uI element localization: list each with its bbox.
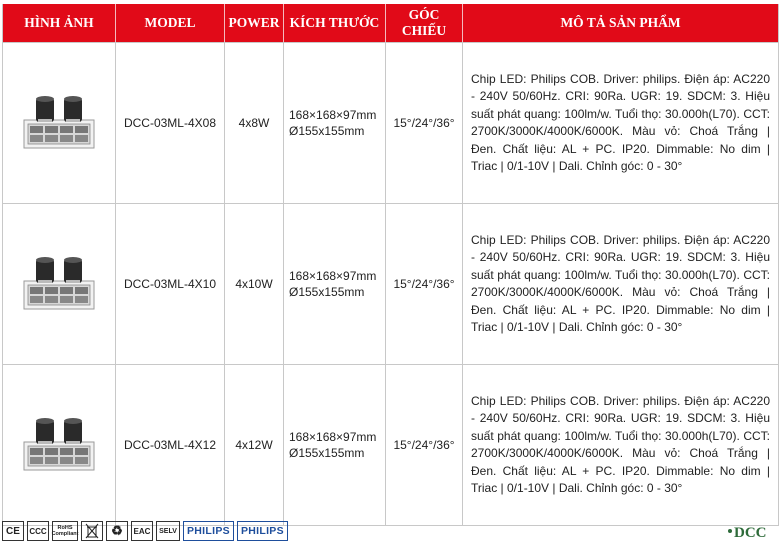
- philips-logo: PHILIPS: [237, 521, 288, 541]
- product-table: [2, 4, 779, 526]
- table-row: [3, 42, 778, 203]
- power-cell: 4x10W: [225, 204, 284, 364]
- size-cutout: Ø155x155mm: [289, 124, 365, 138]
- dcc-brand-logo: [727, 520, 773, 542]
- header-image: HÌNH ẢNH: [3, 4, 116, 42]
- table-row: [3, 364, 778, 525]
- angle-cell: 15°/24°/36°: [386, 365, 463, 525]
- model-cell: DCC-03ML-4X08: [116, 43, 225, 203]
- philips-logo: PHILIPS: [183, 521, 234, 541]
- angle-cell: 15°/24°/36°: [386, 43, 463, 203]
- ce-mark-icon: CE: [2, 521, 24, 541]
- description-cell: [463, 43, 778, 203]
- certification-footer: [2, 520, 779, 542]
- size-dimensions: 168×168×97mm: [289, 268, 377, 283]
- size-cutout: Ø155x155mm: [289, 285, 365, 299]
- size-dimensions: 168×168×97mm: [289, 107, 377, 122]
- table-header: [3, 4, 778, 42]
- weee-bin-icon: [81, 521, 103, 541]
- recycle-icon: ♻: [106, 521, 128, 541]
- angle-cell: 15°/24°/36°: [386, 204, 463, 364]
- table-row: [3, 203, 778, 364]
- header-angle: GÓC CHIẾU: [386, 4, 463, 42]
- header-size: KÍCH THƯỚC: [284, 4, 386, 42]
- model-cell: DCC-03ML-4X12: [116, 365, 225, 525]
- size-dimensions: 168×168×97mm: [289, 429, 377, 444]
- header-power: POWER: [225, 4, 284, 42]
- description-cell: [463, 204, 778, 364]
- description-text: Chip LED: Philips COB. Driver: philips. Điện áp: AC220 - 240V 50/60Hz. CRI: 90Ra. UGR: 19. SDCM: 3. Hiệu suất phát quang: 100lm/w. Tuổi thọ: 30.000h(L70). CCT: 2700K/3000K/4000K/6000K. Màu vỏ: Choá Trắng | Đen. Chất liệu: AL + PC. IP20. Dimmable: No dim | Triac | 0/1-10V | Dali. Chỉnh góc: 0 - 30°: [471, 232, 770, 334]
- size-cell: [284, 43, 386, 203]
- header-description: MÔ TẢ SẢN PHẨM: [560, 14, 681, 30]
- selv-mark-icon: SELV: [156, 521, 180, 541]
- size-cutout: Ø155x155mm: [289, 446, 365, 460]
- product-image: [22, 414, 96, 476]
- product-image-cell: [3, 43, 116, 203]
- size-cell: [284, 365, 386, 525]
- size-cell: [284, 204, 386, 364]
- eac-mark-icon: EAC: [131, 521, 153, 541]
- model-cell: DCC-03ML-4X10: [116, 204, 225, 364]
- brand-text: DCC: [734, 525, 767, 541]
- rohs-mark-icon: RoHS Compliant: [52, 521, 78, 541]
- power-cell: 4x12W: [225, 365, 284, 525]
- description-text: Chip LED: Philips COB. Driver: philips. Điện áp: AC220 - 240V 50/60Hz. CRI: 90Ra. UGR: 19. SDCM: 3. Hiệu suất phát quang: 100lm/w. Tuổi thọ: 30.000h(L70). CCT: 2700K/3000K/4000K/6000K. Màu vỏ: Choá Trắng | Đen. Chất liệu: AL + PC. IP20. Dimmable: No dim | Triac | 0/1-10V | Dali. Chỉnh góc: 0 - 30°: [471, 393, 770, 495]
- description-cell: [463, 365, 778, 525]
- ccc-mark-icon: CCC: [27, 521, 49, 541]
- description-text: Chip LED: Philips COB. Driver: philips. Điện áp: AC220 - 240V 50/60Hz. CRI: 90Ra. UGR: 19. SDCM: 3. Hiệu suất phát quang: 100lm/w. Tuổi thọ: 30.000h(L70). CCT: 2700K/3000K/4000K/6000K. Màu vỏ: Choá Trắng | Đen. Chất liệu: AL + PC. IP20. Dimmable: No dim | Triac | 0/1-10V | Dali. Chỉnh góc: 0 - 30°: [471, 71, 770, 173]
- product-image: [22, 253, 96, 315]
- product-image: [22, 92, 96, 154]
- header-model: MODEL: [116, 4, 225, 42]
- product-image-cell: [3, 204, 116, 364]
- power-cell: 4x8W: [225, 43, 284, 203]
- product-image-cell: [3, 365, 116, 525]
